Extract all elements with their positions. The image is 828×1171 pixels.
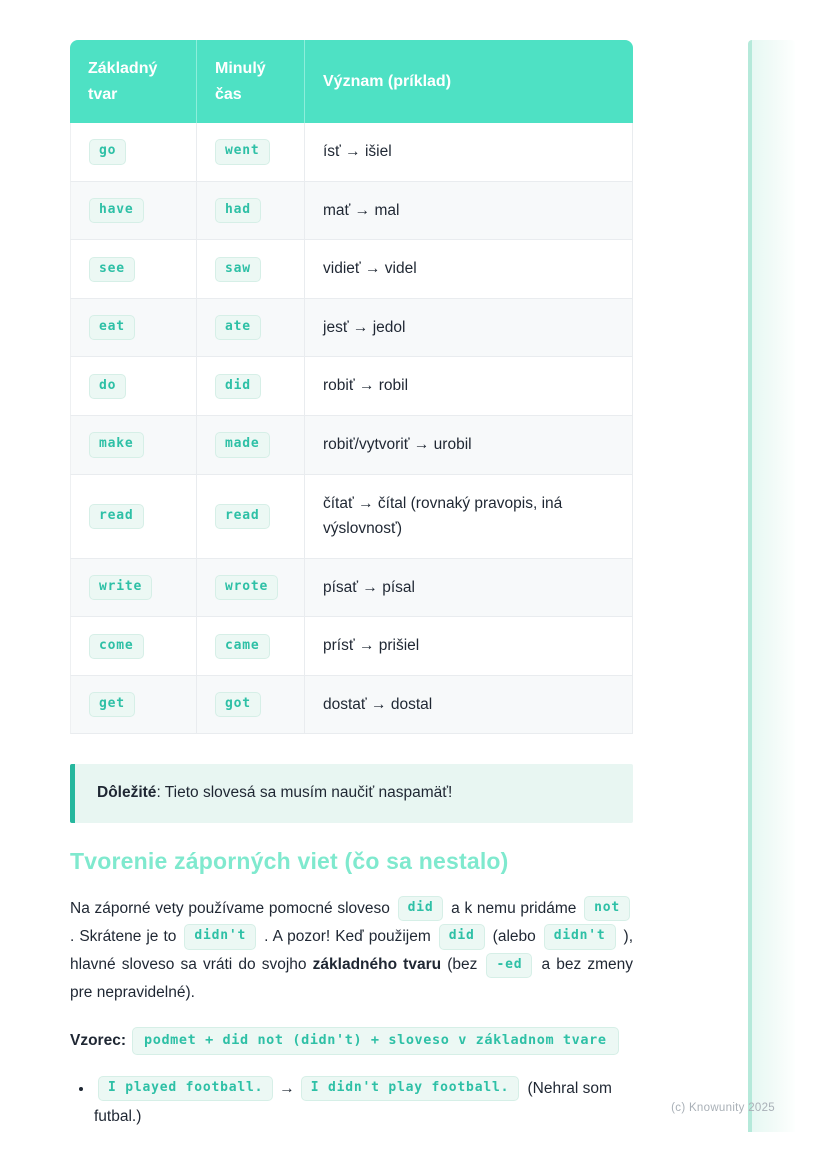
column-header-past-tense: Minulý čas	[197, 40, 305, 123]
paragraph-text: ), hlavné sloveso sa vráti do svojho	[70, 928, 634, 974]
verb-past-badge: read	[215, 504, 270, 529]
table-row	[70, 182, 633, 241]
inline-code-not: not	[584, 896, 630, 921]
verb-past-badge: ate	[215, 315, 261, 340]
verb-base-badge: make	[89, 432, 144, 457]
verb-meaning: mať → mal	[305, 182, 633, 241]
verb-past-badge: made	[215, 432, 270, 457]
inline-code-did: did	[439, 924, 485, 949]
verb-past-badge: went	[215, 139, 270, 164]
explanation-paragraph	[70, 895, 633, 1008]
verb-meaning: robiť → robil	[305, 357, 633, 416]
verb-past-badge: wrote	[215, 575, 278, 600]
verb-base-badge: get	[89, 692, 135, 717]
example-item	[94, 1075, 633, 1132]
inline-code-didnt: didn't	[184, 924, 256, 949]
paragraph-text: (bez	[441, 956, 484, 974]
example-translation: (Nehral som futbal.)	[94, 1079, 612, 1126]
verb-base-badge: read	[89, 504, 144, 529]
verb-base-badge: see	[89, 257, 135, 282]
table-header	[70, 40, 633, 123]
paragraph-text: . Skrátene je to	[70, 928, 182, 946]
verb-base-badge: write	[89, 575, 152, 600]
verb-meaning: jesť → jedol	[305, 299, 633, 358]
callout-text	[97, 782, 611, 804]
copyright-footer: (c) Knowunity 2025	[671, 1102, 775, 1114]
paragraph-text: Na záporné vety používame pomocné sloveso	[70, 899, 395, 917]
paragraph-text: a k nemu pridáme	[446, 899, 582, 917]
document-content	[70, 40, 633, 1132]
verb-past-badge: came	[215, 634, 270, 659]
table-row	[70, 240, 633, 299]
table-row	[70, 617, 633, 676]
inline-code-didnt: didn't	[544, 924, 616, 949]
verb-base-badge: eat	[89, 315, 135, 340]
verb-meaning: dostať → dostal	[305, 676, 633, 735]
important-callout	[70, 764, 633, 822]
verb-base-badge: go	[89, 139, 126, 164]
example-list	[70, 1075, 633, 1132]
paragraph-text: . A pozor! Keď použijem	[259, 928, 436, 946]
formula-code: podmet + did not (didn't) + sloveso v základnom tvare	[132, 1027, 619, 1055]
section-heading: Tvorenie záporných viet (čo sa nestalo)	[70, 847, 509, 874]
verb-past-badge: had	[215, 198, 261, 223]
irregular-verbs-table	[70, 40, 633, 734]
example-code-positive: I played football.	[98, 1076, 273, 1101]
column-header-base-form: Základný tvar	[70, 40, 197, 123]
formula-line	[70, 1027, 633, 1055]
verb-base-badge: do	[89, 374, 126, 399]
verb-meaning: prísť → prišiel	[305, 617, 633, 676]
verb-meaning: písať → písal	[305, 559, 633, 618]
formula-label: Vzorec:	[70, 1031, 126, 1049]
table-row	[70, 676, 633, 735]
paragraph-text: (alebo	[487, 928, 541, 946]
verb-meaning: robiť/vytvoriť → urobil	[305, 416, 633, 475]
verb-past-badge: did	[215, 374, 261, 399]
paragraph-bold-text: základného tvaru	[312, 956, 442, 974]
table-row	[70, 123, 633, 182]
column-header-meaning: Význam (príklad)	[305, 40, 633, 123]
paragraph-text: a bez zmeny pre nepravidelné).	[70, 956, 633, 1002]
table-row	[70, 416, 633, 475]
verb-base-badge: have	[89, 198, 144, 223]
table-row	[70, 357, 633, 416]
callout-body: : Tieto slovesá sa musím naučiť naspamäť!	[156, 784, 453, 802]
inline-code-ed: -ed	[486, 953, 532, 978]
verb-meaning: čítať → čítal (rovnaký pravopis, iná výslovnosť)	[305, 475, 633, 559]
arrow-icon: →	[279, 1079, 295, 1097]
verb-past-badge: got	[215, 692, 261, 717]
verb-meaning: ísť → išiel	[305, 123, 633, 182]
inline-code-did: did	[398, 896, 444, 921]
verb-past-badge: saw	[215, 257, 261, 282]
callout-label: Dôležité	[97, 784, 157, 802]
table-row	[70, 559, 633, 618]
verb-meaning: vidieť → videl	[305, 240, 633, 299]
table-row	[70, 475, 633, 559]
example-code-negative: I didn't play football.	[301, 1076, 519, 1101]
table-row	[70, 299, 633, 358]
page-edge-stripe	[748, 40, 795, 1132]
verb-base-badge: come	[89, 634, 144, 659]
